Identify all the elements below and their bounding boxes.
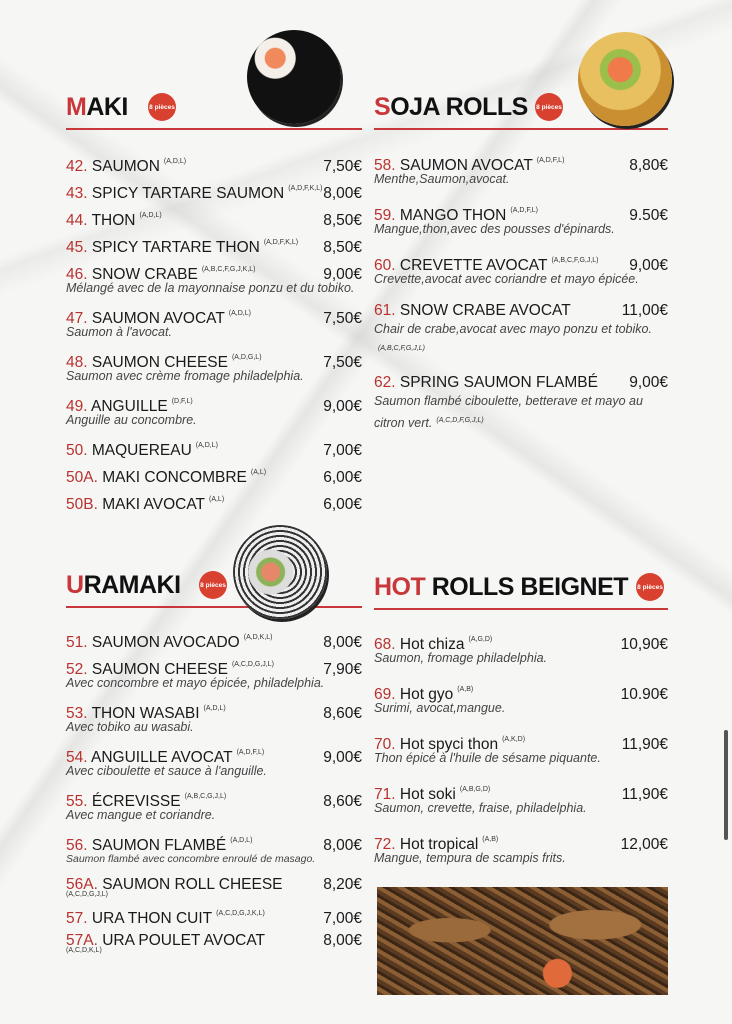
item-description-text: Avec concombre et mayo épicée, philadelphia. <box>66 676 325 690</box>
section-title <box>66 571 181 600</box>
section-header <box>374 568 668 610</box>
item-price: 8,00€ <box>323 634 362 651</box>
item-price: 8,00€ <box>323 932 362 949</box>
item-description <box>66 806 362 825</box>
item-description <box>66 850 362 869</box>
item-name: SPRING SAUMON FLAMBÉ <box>399 374 598 391</box>
item-number: 54. <box>66 749 88 766</box>
item-price: 8,50€ <box>323 239 362 256</box>
item-name: SNOW CRABE AVOCAT <box>399 302 571 319</box>
item-description-text: Avec tobiko au wasabi. <box>66 720 194 734</box>
item-name: SNOW CRABE <box>91 266 198 283</box>
item-row <box>66 459 362 486</box>
item-description-text: Crevette,avocat avec coriandre et mayo épicée. <box>374 272 639 286</box>
item-description-text: Saumon avec crème fromage philadelphia. <box>66 369 304 383</box>
item-allergens: (A,B,C,F,G,J,L) <box>378 345 425 352</box>
item-allergens: (A,D,L) <box>195 442 218 449</box>
menu-item <box>66 927 362 956</box>
item-allergens: (A,B,C,G,J,L) <box>184 793 227 800</box>
menu-item <box>66 871 362 900</box>
menu-item <box>66 344 362 386</box>
item-allergens: (A,D,F,L) <box>510 207 538 214</box>
item-allergens: (A,G,D) <box>468 636 493 643</box>
item-description-text: Avec mangue et coriandre. <box>66 808 216 822</box>
item-allergens: (A,B) <box>457 686 474 693</box>
section-hot-rolls-beignet <box>374 568 668 876</box>
item-price: 7,90€ <box>323 661 362 678</box>
section-maki <box>66 88 362 513</box>
item-number: 60. <box>374 257 396 274</box>
item-description <box>66 367 362 386</box>
item-number: 62. <box>374 374 396 391</box>
item-number: 59. <box>374 207 396 224</box>
pieces-badge: 8 pièces <box>636 573 664 601</box>
item-name: MANGO THON <box>399 207 507 224</box>
item-price: 10,90€ <box>620 636 668 653</box>
item-description-text: Mélangé avec de la mayonnaise ponzu et du tobiko. <box>66 281 355 295</box>
item-price: 8,60€ <box>323 705 362 722</box>
item-name: Hot tropical <box>399 836 479 853</box>
item-price: 8,80€ <box>629 157 668 174</box>
scrollbar[interactable] <box>724 730 728 840</box>
item-price: 8,60€ <box>323 793 362 810</box>
item-price: 7,50€ <box>323 158 362 175</box>
menu-item <box>66 300 362 342</box>
item-price: 12,00€ <box>620 836 668 853</box>
item-price: 6,00€ <box>323 496 362 513</box>
item-price: 8,00€ <box>323 185 362 202</box>
menu-item <box>66 202 362 229</box>
item-number: 53. <box>66 705 88 722</box>
item-row <box>66 148 362 175</box>
section-soja-rolls <box>374 88 668 441</box>
title-rest: AKI <box>86 93 128 121</box>
item-price: 9.50€ <box>629 207 668 224</box>
item-description <box>66 279 362 298</box>
title-rest: RAMAKI <box>83 571 181 599</box>
menu-item <box>66 739 362 781</box>
item-description <box>66 674 362 693</box>
item-name: Hot gyo <box>399 686 454 703</box>
item-row <box>66 486 362 513</box>
item-allergens: (A,D,L) <box>139 212 162 219</box>
item-description-text: Saumon, crevette, fraise, philadelphia. <box>374 801 587 815</box>
menu-item <box>66 388 362 430</box>
item-number: 47. <box>66 310 88 327</box>
item-number: 42. <box>66 158 88 175</box>
item-number: 58. <box>374 157 396 174</box>
section-title <box>374 93 528 122</box>
item-name: ANGUILLE AVOCAT <box>91 749 233 766</box>
item-name: SAUMON AVOCADO <box>91 634 240 651</box>
item-name: CREVETTE AVOCAT <box>399 257 548 274</box>
item-allergens: (A,D,F,K,L) <box>288 185 323 192</box>
item-name: SPICY TARTARE THON <box>91 239 260 256</box>
item-allergens: (A,D,K,L) <box>243 634 273 641</box>
hot-rolls-photo <box>377 887 668 995</box>
item-description <box>374 220 668 239</box>
item-allergens: (A,B,G,D) <box>459 786 491 793</box>
item-allergens: (A,B,C,F,G,J,K,L) <box>201 266 256 273</box>
item-price: 10.90€ <box>620 686 668 703</box>
item-price: 11,00€ <box>621 302 668 319</box>
section-title <box>66 93 128 122</box>
item-name: ÉCREVISSE <box>91 793 181 810</box>
item-number: 45. <box>66 239 88 256</box>
menu-item <box>374 247 668 289</box>
item-allergens: (A,C,D,G,J,K,L) <box>216 910 265 917</box>
item-allergens: (A,D,L) <box>228 310 251 317</box>
item-number: 50A. <box>66 469 98 486</box>
item-price: 8,00€ <box>323 837 362 854</box>
menu-item <box>66 229 362 256</box>
item-description-text: Surimi, avocat,mangue. <box>374 701 506 715</box>
menu-item <box>374 297 668 361</box>
item-allergens: (A,K,D) <box>502 736 526 743</box>
item-price: 7,00€ <box>323 910 362 927</box>
menu-item <box>66 486 362 513</box>
item-price: 9,00€ <box>323 398 362 415</box>
item-price: 9,00€ <box>323 749 362 766</box>
item-number: 71. <box>374 786 396 803</box>
item-description <box>66 762 362 781</box>
item-row <box>66 432 362 459</box>
item-name: SAUMON CHEESE <box>91 354 228 371</box>
item-price: 7,50€ <box>323 310 362 327</box>
menu-item <box>374 726 668 768</box>
item-name: SAUMON ROLL CHEESE <box>102 876 283 893</box>
item-description-text: Mangue, tempura de scampis frits. <box>374 851 566 865</box>
item-name: SAUMON AVOCAT <box>91 310 225 327</box>
item-allergens: (A,C,D,K,L) <box>66 947 102 954</box>
item-name: Hot soki <box>399 786 456 803</box>
item-price: 7,50€ <box>323 354 362 371</box>
item-number: 49. <box>66 398 88 415</box>
item-number: 55. <box>66 793 88 810</box>
item-name: THON WASABI <box>91 705 200 722</box>
menu-item <box>66 459 362 486</box>
title-initial: U <box>66 571 84 599</box>
item-number: 50B. <box>66 496 98 513</box>
title-rest: OJA ROLLS <box>390 93 528 121</box>
item-row <box>66 229 362 256</box>
menu-item <box>66 624 362 651</box>
menu-item <box>66 432 362 459</box>
pieces-badge: 8 pièces <box>148 93 176 121</box>
item-description-text: Anguille au concombre. <box>66 413 197 427</box>
item-number: 56A. <box>66 876 98 893</box>
item-name: SAUMON <box>91 158 160 175</box>
item-name: MAKI CONCOMBRE <box>102 469 247 486</box>
item-number: 52. <box>66 661 88 678</box>
item-row <box>66 202 362 229</box>
item-price: 9,00€ <box>629 257 668 274</box>
item-price: 7,00€ <box>323 442 362 459</box>
item-name: MAQUEREAU <box>91 442 192 459</box>
item-number: 50. <box>66 442 88 459</box>
menu-item <box>374 826 668 868</box>
title-initial: M <box>66 93 87 121</box>
menu-item <box>374 776 668 818</box>
menu-item <box>66 900 362 927</box>
item-price: 9,00€ <box>323 266 362 283</box>
title-initial: S <box>374 93 391 121</box>
menu-item <box>66 783 362 825</box>
menu-item <box>374 369 668 433</box>
item-allergens: (A,L) <box>208 496 225 503</box>
item-name: ANGUILLE <box>91 398 168 415</box>
item-number: 61. <box>374 302 396 319</box>
pieces-badge: 8 pièces <box>199 571 227 599</box>
item-allergens: (A,D,L) <box>203 705 226 712</box>
menu-item <box>374 197 668 239</box>
item-description-text: Saumon à l'avocat. <box>66 325 172 339</box>
item-allergens: (A,D,F,L) <box>236 749 265 756</box>
item-name: SAUMON CHEESE <box>91 661 228 678</box>
item-allergens: (A,D,F,K,L) <box>263 239 299 246</box>
item-name: SPICY TARTARE SAUMON <box>91 185 285 202</box>
item-description-text: Saumon flambé avec concombre enroulé de masago. <box>66 853 316 865</box>
item-description-text: Chair de crabe,avocat avec mayo ponzu et tobiko. <box>374 322 652 336</box>
item-name: SAUMON FLAMBÉ <box>91 837 227 854</box>
item-number: 69. <box>374 686 396 703</box>
menu-item <box>374 147 668 189</box>
item-number: 46. <box>66 266 88 283</box>
menu-item <box>66 695 362 737</box>
section-title <box>374 573 628 602</box>
item-number: 51. <box>66 634 88 651</box>
item-number: 57A. <box>66 932 98 949</box>
item-number: 70. <box>374 736 396 753</box>
soja-rolls-photo <box>578 32 672 126</box>
menu-item <box>374 626 668 668</box>
item-name: URA POULET AVOCAT <box>102 932 265 949</box>
item-name: SAUMON AVOCAT <box>399 157 533 174</box>
item-price: 11,90€ <box>621 736 668 753</box>
item-price: 6,00€ <box>323 469 362 486</box>
item-number: 43. <box>66 185 88 202</box>
item-number: 44. <box>66 212 88 229</box>
item-description-text: Saumon, fromage philadelphia. <box>374 651 548 665</box>
item-allergens: (D,F,L) <box>171 398 193 405</box>
item-number: 72. <box>374 836 396 853</box>
item-price: 9,00€ <box>629 374 668 391</box>
title-rest: ROLLS BEIGNET <box>425 573 629 601</box>
item-description <box>66 411 362 430</box>
item-title <box>66 486 224 518</box>
item-description-text: Saumon flambé ciboulette, betterave et mayo au citron vert. <box>374 394 643 430</box>
menu-item <box>374 676 668 718</box>
item-name: Hot spyci thon <box>399 736 499 753</box>
item-description <box>374 270 668 289</box>
item-allergens: (A,D,L) <box>163 158 187 165</box>
item-description-text: Menthe,Saumon,avocat. <box>374 172 510 186</box>
maki-photo <box>247 30 341 124</box>
menu-item <box>66 827 362 869</box>
item-number: 48. <box>66 354 88 371</box>
item-description-text: Thon épicé à l'huile de sésame piquante. <box>374 751 601 765</box>
item-description-text: Avec ciboulette et sauce à l'anguille. <box>66 764 267 778</box>
item-description <box>374 320 668 361</box>
menu-item <box>66 651 362 693</box>
item-name: URA THON CUIT <box>91 910 213 927</box>
item-row <box>66 175 362 202</box>
menu-item <box>66 148 362 175</box>
item-allergens: (A,B) <box>482 836 499 843</box>
title-initial: HOT <box>374 573 426 601</box>
menu-item <box>66 256 362 298</box>
item-description-text: Mangue,thon,avec des pousses d'épinards. <box>374 222 615 236</box>
item-row <box>66 900 362 927</box>
item-number: 68. <box>374 636 396 653</box>
item-number: 57. <box>66 910 88 927</box>
item-allergens: (A,B,C,F,G,J,L) <box>551 257 599 264</box>
item-allergens: (A,L) <box>250 469 267 476</box>
item-allergens: (A,D,F,L) <box>536 157 565 164</box>
item-name: THON <box>91 212 136 229</box>
uramaki-photo <box>233 525 327 619</box>
item-price: 8,20€ <box>323 876 362 893</box>
item-allergens: (A,C,D,G,J,L) <box>66 891 109 898</box>
item-row <box>66 624 362 651</box>
item-name: Hot chiza <box>399 636 465 653</box>
item-name: MAKI AVOCAT <box>102 496 205 513</box>
item-number: 56. <box>66 837 88 854</box>
pieces-badge: 8 pièces <box>535 93 563 121</box>
section-uramaki <box>66 566 362 956</box>
menu-item <box>66 175 362 202</box>
item-price: 11,90€ <box>621 786 668 803</box>
item-allergens: (A,D,G,L) <box>231 354 262 361</box>
item-description <box>374 392 668 433</box>
item-allergens: (A,D,L) <box>230 837 253 844</box>
item-allergens: (A,C,D,F,G,J,L) <box>436 417 484 424</box>
item-allergens: (A,C,D,G,J,L) <box>231 661 274 668</box>
item-price: 8,50€ <box>323 212 362 229</box>
